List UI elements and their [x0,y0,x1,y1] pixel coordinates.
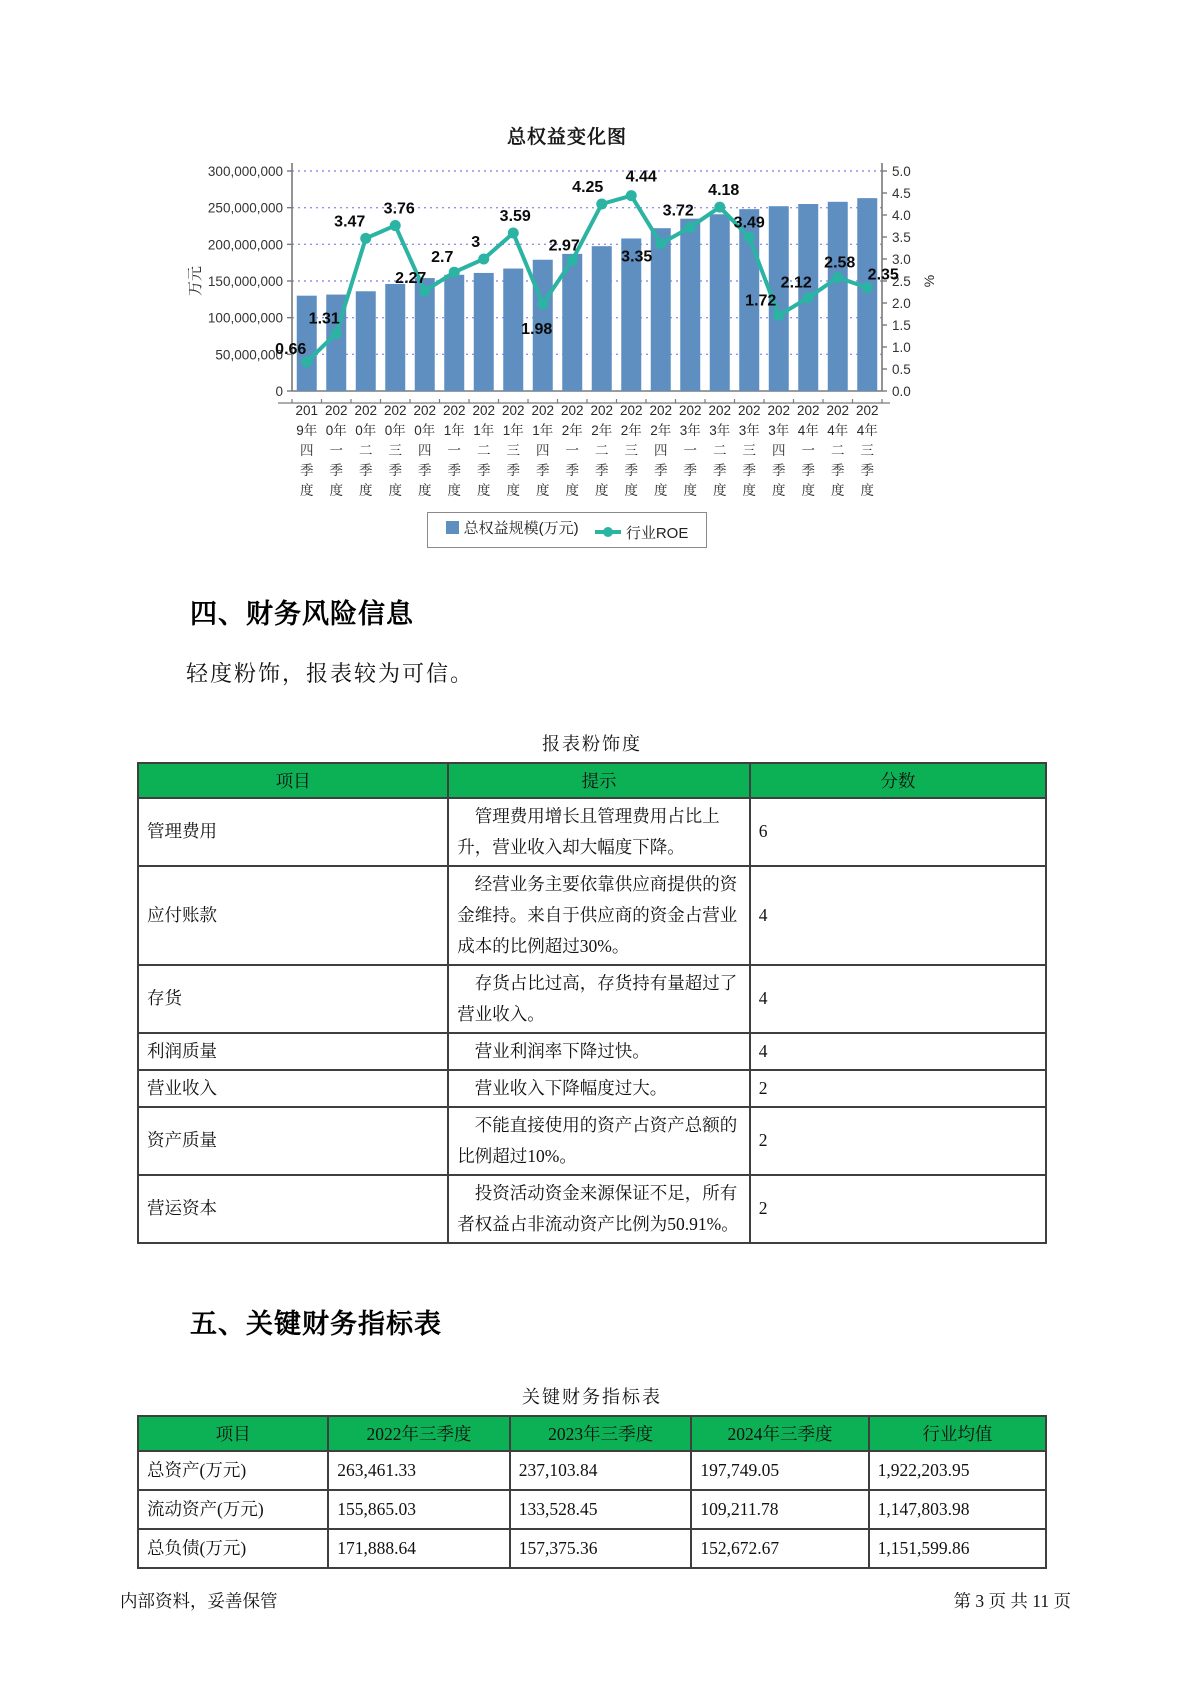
x-axis-tick-label: 三 [388,443,402,458]
roe-data-label: 2.12 [780,274,812,292]
table-cell-item: 存货 [138,965,448,1033]
x-axis-tick-label: 一 [683,443,697,458]
roe-data-label: 2.35 [867,266,899,284]
roe-data-label: 3.35 [621,248,653,266]
equity-bar [592,246,612,391]
table-cell-item: 营业收入 [138,1070,448,1107]
table-cell-tip: 营业利润率下降过快。 [448,1033,749,1070]
table-cell-score: 4 [750,965,1046,1033]
x-axis-tick-label: 1年 [502,423,524,438]
table-cell: 1,147,803.98 [869,1490,1046,1529]
x-axis-tick-label: 三 [742,443,756,458]
y2-axis-tick-label: 1.0 [892,340,911,355]
table-cell-tip: 投资活动资金来源保证不足，所有者权益占非流动资产比例为50.91%。 [448,1175,749,1243]
x-axis-tick-label: 3年 [768,423,790,438]
legend-label-equity: 总权益规模(万元) [463,520,579,537]
table-cell: 总负债(万元) [138,1529,328,1568]
table-cell: 109,211.78 [691,1490,868,1529]
x-axis-tick-label: 度 [359,483,373,498]
x-axis-tick-label: 4年 [827,423,849,438]
roe-point [655,238,666,249]
table-cell-tip: 营业收入下降幅度过大。 [448,1070,749,1107]
kpi-table [137,1415,1047,1569]
x-axis-tick-label: 度 [300,483,314,498]
x-axis-tick-label: 2年 [620,423,642,438]
table-cell: 237,103.84 [510,1451,692,1490]
x-axis-tick-label: 季 [477,463,491,478]
whitewash-table [137,762,1047,1244]
x-axis-tick-label: 一 [447,443,461,458]
table-row [138,1070,1046,1107]
table-cell-score: 4 [750,866,1046,965]
y2-axis-tick-label: 5.0 [892,164,911,179]
y2-axis-tick-label: 0.5 [892,362,911,377]
x-axis-tick-label: 度 [536,483,550,498]
equity-bar [444,275,464,391]
x-axis-tick-label: 二 [831,443,845,458]
chart-title: 总权益变化图 [506,127,627,148]
x-axis-tick-label: 度 [654,483,668,498]
column-header: 分数 [750,763,1046,798]
y2-axis-title: % [921,274,937,288]
table-header-row [138,1416,1046,1451]
roe-point [685,222,696,233]
x-axis-tick-label: 度 [388,483,402,498]
x-axis-tick-label: 202 [413,403,437,418]
x-axis-tick-label: 季 [801,463,815,478]
table-cell-tip: 管理费用增长且管理费用占比上升，营业收入却大幅度下降。 [448,798,749,866]
x-axis-tick-label: 1年 [473,423,495,438]
x-axis-tick-label: 202 [560,403,584,418]
legend-item-equity [446,517,579,538]
x-axis-tick-label: 4年 [856,423,878,438]
y-axis-tick-label: 150,000,000 [207,274,283,289]
x-axis-tick-label: 度 [772,483,786,498]
x-axis-tick-label: 202 [855,403,879,418]
y-axis-tick-label: 300,000,000 [207,164,283,179]
table-cell-score: 4 [750,1033,1046,1070]
x-axis-tick-label: 1年 [532,423,554,438]
roe-point [832,272,843,283]
x-axis-tick-label: 202 [767,403,791,418]
x-axis-tick-label: 四 [300,443,314,458]
x-axis-tick-label: 度 [506,483,520,498]
roe-data-label: 0.66 [275,340,307,358]
y-axis-tick-label: 200,000,000 [207,237,283,253]
kpi-table-caption: 关键财务指标表 [522,1386,662,1407]
roe-data-label: 1.31 [308,310,340,328]
table-cell-score: 2 [750,1107,1046,1175]
equity-bar [474,273,494,391]
x-axis-tick-label: 202 [678,403,702,418]
table-row [138,965,1046,1033]
x-axis-tick-label: 3年 [738,423,760,438]
x-axis-tick-label: 度 [329,483,343,498]
roe-data-label: 3.59 [499,208,531,226]
roe-data-label: 3.49 [733,214,765,232]
x-axis-tick-label: 季 [447,463,461,478]
table-cell-item: 资产质量 [138,1107,448,1175]
roe-point [744,232,755,243]
table-cell-score: 2 [750,1070,1046,1107]
table-cell-tip: 经营业务主要依靠供应商提供的资金维持。来自于供应商的资金占营业成本的比例超过30%。 [448,866,749,965]
x-axis-tick-label: 2年 [591,423,613,438]
x-axis-tick-label: 度 [477,483,491,498]
line-swatch-icon [595,530,621,534]
equity-bar [680,219,700,391]
table-cell-item: 管理费用 [138,798,448,866]
y-axis-title: 万元 [187,265,204,297]
column-header: 项目 [138,763,448,798]
roe-data-label: 2.97 [548,237,580,255]
x-axis-tick-label: 202 [383,403,407,418]
equity-chart [172,153,962,505]
legend-label-roe: 行业ROE [625,524,689,542]
x-axis-tick-label: 202 [531,403,555,418]
table-cell-item: 利润质量 [138,1033,448,1070]
risk-summary-text: 轻度粉饰，报表较为可信。 [186,660,475,686]
x-axis-tick-label: 四 [654,443,668,458]
y-axis-tick-label: 50,000,000 [215,347,283,363]
x-axis-tick-label: 3年 [679,423,701,438]
roe-data-label: 1.98 [521,320,553,338]
table-cell: 1,922,203.95 [869,1451,1046,1490]
x-axis-tick-label: 度 [683,483,697,498]
x-axis-tick-label: 二 [595,443,609,458]
x-axis-tick-label: 度 [801,483,815,498]
table-cell-tip: 存货占比过高，存货持有量超过了营业收入。 [448,965,749,1033]
table-cell: 157,375.36 [510,1529,692,1568]
roe-point [331,328,342,339]
equity-bar [857,198,877,391]
x-axis-tick-label: 0年 [325,423,347,438]
table-cell: 171,888.64 [328,1529,510,1568]
x-axis-tick-label: 202 [708,403,732,418]
section-heading-kpi: 五、关键财务指标表 [190,1308,442,1339]
footer-note: 内部资料，妥善保管 [120,1591,278,1611]
column-header: 提示 [448,763,749,798]
x-axis-tick-label: 季 [831,463,845,478]
y-axis-tick-label: 250,000,000 [207,200,283,216]
roe-point [626,190,637,201]
column-header: 项目 [138,1416,328,1451]
x-axis-tick-label: 季 [772,463,786,478]
roe-point [862,282,873,293]
table-row [138,1107,1046,1175]
roe-data-label: 4.25 [572,179,604,196]
table-cell-score: 2 [750,1175,1046,1243]
x-axis-tick-label: 一 [329,443,343,458]
x-axis-tick-label: 季 [624,463,638,478]
table-cell: 总资产(万元) [138,1451,328,1490]
table-cell-score: 6 [750,798,1046,866]
equity-bar [828,202,848,391]
roe-point [390,220,401,231]
x-axis-tick-label: 202 [472,403,496,418]
table-row [138,1451,1046,1490]
x-axis-tick-label: 四 [418,443,432,458]
x-axis-tick-label: 201 [295,403,319,418]
x-axis-tick-label: 9年 [296,423,318,438]
x-axis-tick-label: 202 [649,403,673,418]
roe-point [537,298,548,309]
x-axis-tick-label: 202 [619,403,643,418]
roe-point [419,286,430,297]
table-cell-item: 应付账款 [138,866,448,965]
roe-data-label: 1.72 [745,292,777,310]
table-cell-item: 营运资本 [138,1175,448,1243]
page-footer [120,1588,1071,1613]
x-axis-tick-label: 一 [565,443,579,458]
x-axis-tick-label: 度 [624,483,638,498]
roe-point [596,199,607,210]
y2-axis-tick-label: 4.0 [892,208,911,223]
x-axis-tick-label: 0年 [355,423,377,438]
roe-data-label: 3.47 [334,213,366,231]
equity-bar [385,284,405,391]
table-row [138,1175,1046,1243]
table-row [138,798,1046,866]
y2-axis-tick-label: 1.5 [892,318,911,333]
roe-data-label: 3 [471,234,481,251]
roe-data-label: 3.72 [662,202,694,220]
table-row [138,1529,1046,1568]
roe-data-label: 4.18 [708,182,740,200]
equity-bar [562,254,582,391]
x-axis-tick-label: 季 [300,463,314,478]
table-row [138,866,1046,965]
roe-data-label: 3.76 [383,200,415,218]
chart-legend [427,512,708,548]
x-axis-tick-label: 度 [831,483,845,498]
roe-point [449,267,460,278]
y-axis-tick-label: 0 [275,384,283,399]
x-axis-tick-label: 三 [860,443,874,458]
x-axis-tick-label: 三 [624,443,638,458]
x-axis-tick-label: 季 [506,463,520,478]
whitewash-table-caption: 报表粉饰度 [542,733,642,754]
x-axis-tick-label: 四 [536,443,550,458]
column-header: 2023年三季度 [510,1416,692,1451]
roe-data-label: 4.44 [625,168,657,186]
equity-bar [710,214,730,391]
y2-axis-tick-label: 2.0 [892,296,911,311]
x-axis-tick-label: 度 [742,483,756,498]
roe-data-label: 2.27 [395,270,427,288]
x-axis-tick-label: 202 [737,403,761,418]
x-axis-tick-label: 202 [826,403,850,418]
roe-point [301,356,312,367]
x-axis-tick-label: 202 [590,403,614,418]
x-axis-tick-label: 2年 [561,423,583,438]
x-axis-tick-label: 0年 [414,423,436,438]
x-axis-tick-label: 四 [772,443,786,458]
table-cell: 197,749.05 [691,1451,868,1490]
column-header: 2024年三季度 [691,1416,868,1451]
x-axis-tick-label: 二 [477,443,491,458]
x-axis-tick-label: 3年 [709,423,731,438]
x-axis-tick-label: 季 [359,463,373,478]
equity-chart-block [172,122,962,548]
x-axis-tick-label: 季 [329,463,343,478]
table-cell: 152,672.67 [691,1529,868,1568]
x-axis-tick-label: 季 [388,463,402,478]
x-axis-tick-label: 202 [442,403,466,418]
x-axis-tick-label: 度 [713,483,727,498]
table-cell: 流动资产(万元) [138,1490,328,1529]
x-axis-tick-label: 季 [565,463,579,478]
roe-point [803,292,814,303]
table-cell: 263,461.33 [328,1451,510,1490]
roe-point [714,202,725,213]
x-axis-tick-label: 季 [683,463,697,478]
x-axis-tick-label: 季 [595,463,609,478]
x-axis-tick-label: 二 [359,443,373,458]
table-row [138,1490,1046,1529]
roe-point [567,255,578,266]
x-axis-tick-label: 季 [860,463,874,478]
x-axis-tick-label: 季 [742,463,756,478]
x-axis-tick-label: 4年 [797,423,819,438]
x-axis-tick-label: 季 [536,463,550,478]
table-cell: 133,528.45 [510,1490,692,1529]
roe-data-label: 2.58 [824,254,856,272]
roe-point [773,310,784,321]
table-row [138,1033,1046,1070]
bar-swatch-icon [446,521,459,534]
x-axis-tick-label: 1年 [443,423,465,438]
x-axis-tick-label: 202 [501,403,525,418]
x-axis-tick-label: 度 [595,483,609,498]
x-axis-tick-label: 二 [713,443,727,458]
x-axis-tick-label: 202 [324,403,348,418]
x-axis-tick-label: 一 [801,443,815,458]
x-axis-tick-label: 202 [796,403,820,418]
column-header: 2022年三季度 [328,1416,510,1451]
y2-axis-tick-label: 2.5 [892,274,911,289]
table-cell: 155,865.03 [328,1490,510,1529]
y2-axis-tick-label: 4.5 [892,186,911,201]
roe-data-label: 2.7 [431,249,454,267]
x-axis-tick-label: 度 [418,483,432,498]
roe-point [478,254,489,265]
x-axis-tick-label: 季 [418,463,432,478]
page-number: 第 3 页 共 11 页 [953,1591,1071,1611]
roe-point [508,228,519,239]
column-header: 行业均值 [869,1416,1046,1451]
roe-point [360,233,371,244]
section-heading-risk: 四、财务风险信息 [190,598,414,629]
y2-axis-tick-label: 0.0 [892,384,911,399]
legend-item-roe [595,522,689,543]
table-cell: 1,151,599.86 [869,1529,1046,1568]
x-axis-tick-label: 度 [860,483,874,498]
x-axis-tick-label: 0年 [384,423,406,438]
x-axis-tick-label: 度 [565,483,579,498]
x-axis-tick-label: 季 [713,463,727,478]
y2-axis-tick-label: 3.0 [892,252,911,267]
equity-bar [651,228,671,391]
table-cell-tip: 不能直接使用的资产占资产总额的比例超过10%。 [448,1107,749,1175]
equity-bar [356,291,376,391]
x-axis-tick-label: 三 [506,443,520,458]
y-axis-tick-label: 100,000,000 [207,310,283,326]
x-axis-tick-label: 度 [447,483,461,498]
x-axis-tick-label: 季 [654,463,668,478]
y2-axis-tick-label: 3.5 [892,230,911,245]
x-axis-tick-label: 2年 [650,423,672,438]
table-header-row [138,763,1046,798]
x-axis-tick-label: 202 [354,403,378,418]
line-dot-icon [603,527,613,537]
